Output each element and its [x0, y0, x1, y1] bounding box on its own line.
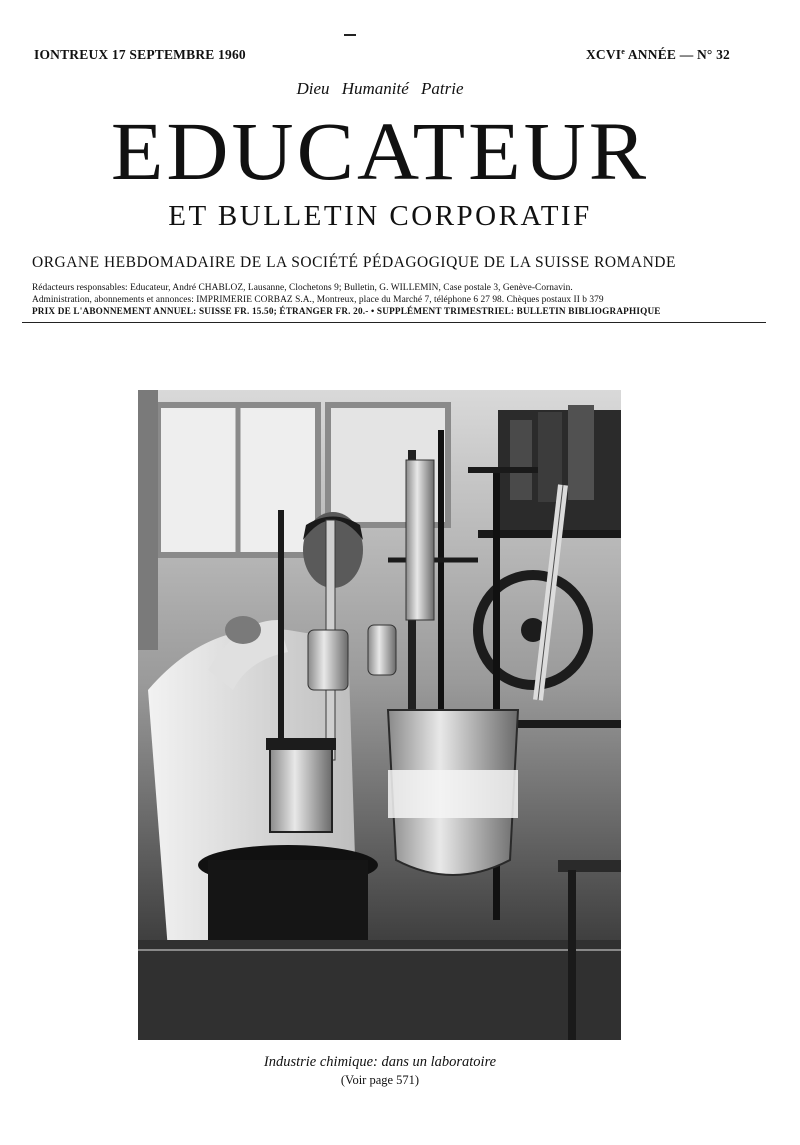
photo-page-reference: (Voir page 571)	[340, 1073, 420, 1087]
dateline-bar	[34, 47, 730, 65]
issue-date: IONTREUX 17 SEPTEMBRE 1960	[34, 47, 246, 62]
administration-line: Administration, abonnements et annonces: IMPRIMERIE CORBAZ S.A., Montreux, place du Marché 7, téléphone 6 27 98. Chèques postaux II b 379	[32, 295, 604, 305]
editors-line: Rédacteurs responsables: Educateur, André CHABLOZ, Lausanne, Clochetons 9; Bulletin, G. WILLEMIN, Case postale 3, Genève-Cornavin.	[32, 283, 573, 293]
issue-number	[586, 47, 730, 63]
issue-volume-sup: e	[621, 47, 626, 56]
publication-subtitle: ET BULLETIN CORPORATIF	[168, 200, 592, 232]
print-mark	[344, 34, 356, 36]
issue-volume: XCVI	[585, 47, 622, 62]
laboratory-photo-illustration	[138, 390, 621, 1040]
motto: Dieu Humanité Patrie	[296, 79, 464, 98]
laboratory-photo	[138, 390, 621, 1040]
publication-title: EDUCATEUR	[110, 105, 650, 198]
header-rule	[22, 322, 766, 323]
subscription-line: PRIX DE L'ABONNEMENT ANNUEL: SUISSE FR. 15.50; ÉTRANGER FR. 20.- • SUPPLÉMENT TRIMESTRIEL: BULLETIN BIBLIOGRAPHIQUE	[32, 306, 661, 316]
issue-year-number: ANNÉE — N° 32	[625, 47, 730, 62]
organe-line: ORGANE HEBDOMADAIRE DE LA SOCIÉTÉ PÉDAGOGIQUE DE LA SUISSE ROMANDE	[32, 254, 676, 271]
photo-caption: Industrie chimique: dans un laboratoire	[263, 1054, 497, 1070]
